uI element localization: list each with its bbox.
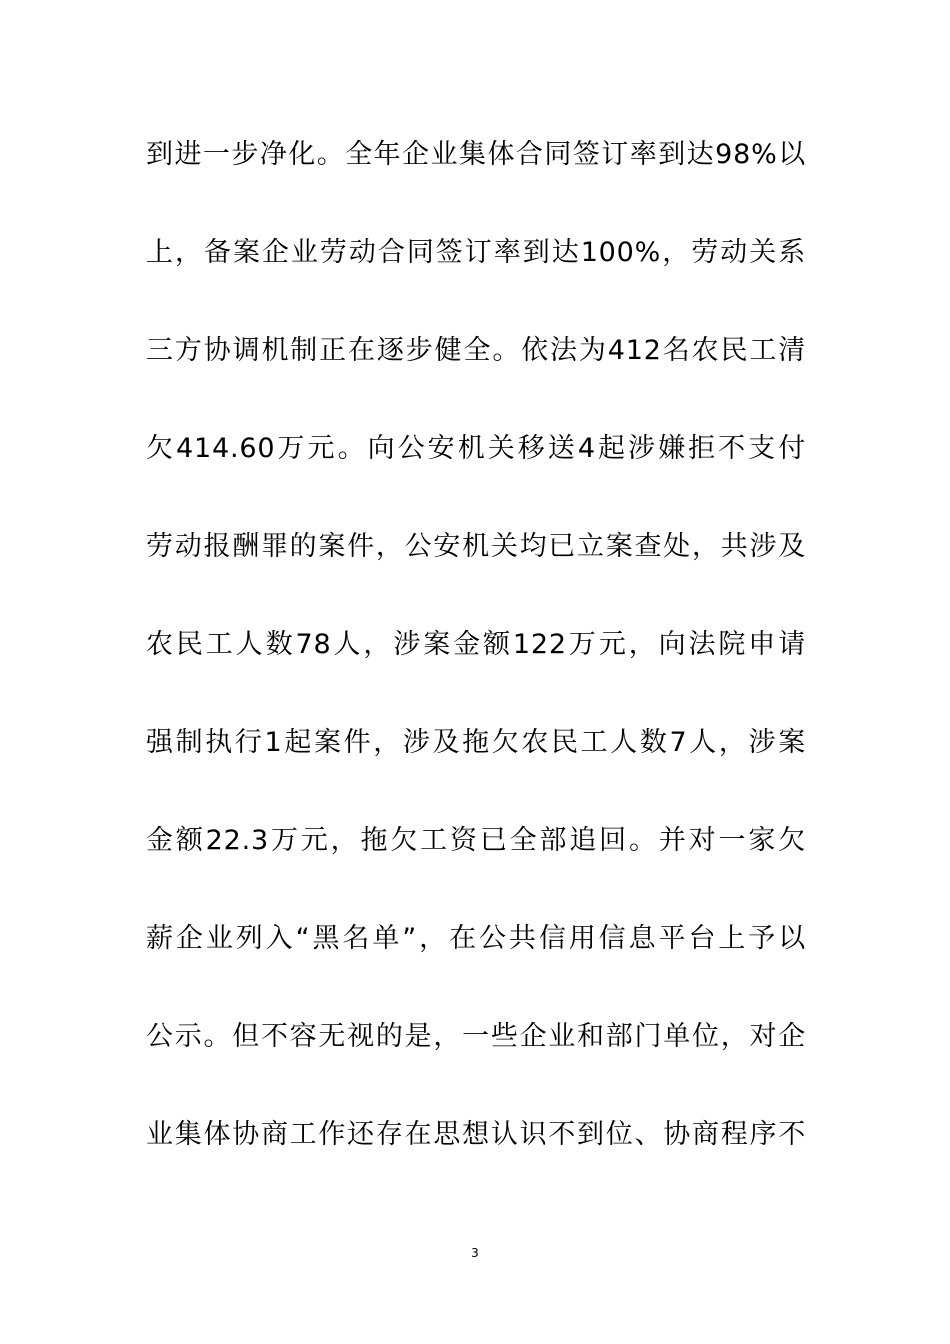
body-text (146, 128, 806, 1206)
text-line-9: 薪企业列入“黑名单”，在公共信用信息平台上予以 (146, 923, 806, 954)
text-line-6: 农民工人数78人，涉案金额122万元，向法院申请 (146, 629, 806, 660)
text-line-11: 业集体协商工作还存在思想认识不到位、协商程序不 (146, 1119, 806, 1150)
text-line-8: 金额22.3万元，拖欠工资已全部追回。并对一家欠 (146, 825, 806, 856)
text-line-7: 强制执行1起案件，涉及拖欠农民工人数7人，涉案 (146, 727, 806, 758)
text-line-10: 公示。但不容无视的是，一些企业和部门单位，对企 (146, 1021, 806, 1052)
text-line-5: 劳动报酬罪的案件，公安机关均已立案查处，共涉及 (146, 531, 806, 562)
text-line-4: 欠414.60万元。向公安机关移送4起涉嫌拒不支付 (146, 433, 806, 464)
page-number: 3 (471, 1246, 479, 1260)
text-line-2: 上，备案企业劳动合同签订率到达100%，劳动关系 (146, 237, 806, 268)
text-line-1: 到进一步净化。全年企业集体合同签订率到达98%以 (146, 139, 806, 170)
text-line-3: 三方协调机制正在逐步健全。依法为412名农民工清 (146, 335, 806, 366)
